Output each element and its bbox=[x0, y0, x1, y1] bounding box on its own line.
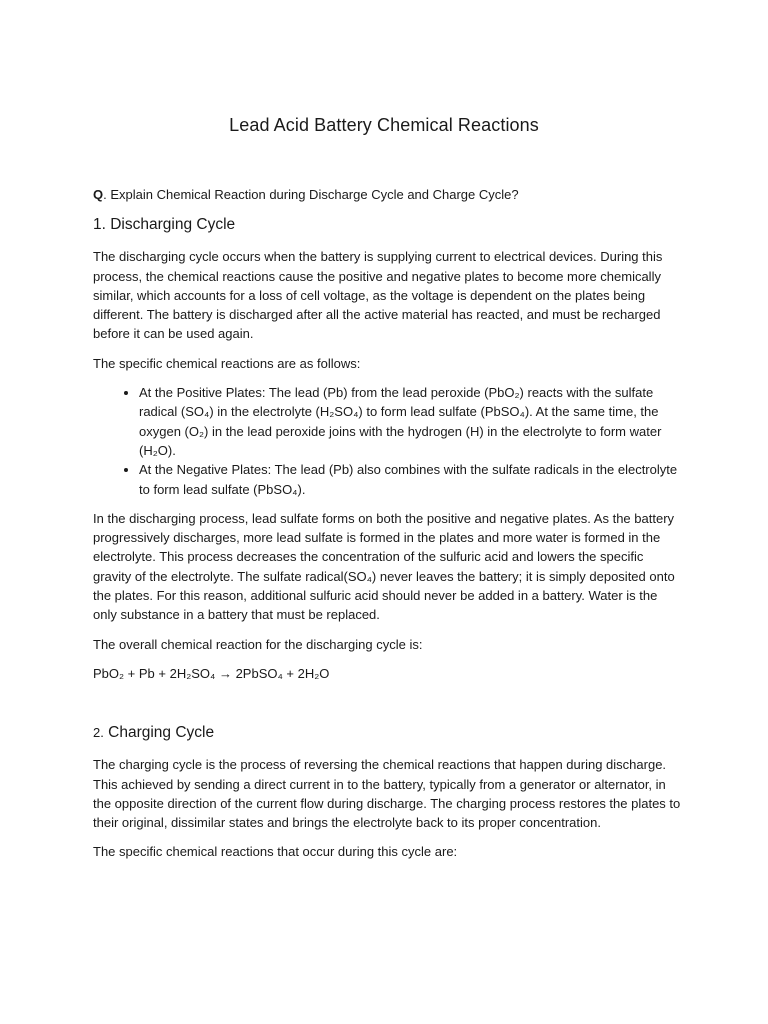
discharging-intro: The discharging cycle occurs when the battery is supplying current to electrical devices. During this process, the chemical reactions cause the positive and negative plates to become more chemically similar, which accounts for a loss of cell voltage, as the voltage is dependent on the plates being different. The battery is discharged after all the active material has reacted, and must be recharged before it can be used again. bbox=[93, 249, 663, 342]
document-body bbox=[93, 185, 683, 872]
question-prefix: Q bbox=[93, 187, 104, 202]
charging-intro: The charging cycle is the process of reversing the chemical reactions that happen during discharge. This achieved by sending a direct current in to the battery, typically from a generator or alternator, in the opposite direction of the current flow during discharge. The charging process restores the plates to their original, dissimilar states and brings the electrolyte back to its proper concentration. bbox=[93, 757, 681, 831]
discharging-process: In the discharging process, lead sulfate forms on both the positive and negative plates. As the battery progressively discharges, more lead sulfate is formed in the plates and more water is formed in the electrolyte. This process decreases the concentration of the sulfuric acid and lowers the specific gravity of the electrolyte. The sulfate radical(SO₄) never leaves the battery; it is simply deposited onto the plates. For this reason, additional sulfuric acid should never be added in a battery. Water is the only substance in a battery that must be replaced. bbox=[93, 510, 675, 623]
question-text: . Explain Chemical Reaction during Discharge Cycle and Charge Cycle? bbox=[103, 187, 519, 202]
discharging-heading: 1. Discharging Cycle bbox=[93, 216, 236, 234]
discharge-formula: PbO₂ + Pb + 2H₂SO₄ → 2PbSO₄ + 2H₂O bbox=[93, 665, 330, 681]
discharging-bullet-list bbox=[93, 383, 683, 499]
bullet-positive-plates: • At the Positive Plates: The lead (Pb) from the lead peroxide (PbO₂) reacts with the sulfate radical (SO₄) in the electrolyte (H₂SO₄) to form lead sulfate (PbSO₄). At the same time, the oxygen (O₂) in the lead peroxide joins with the hydrogen (H) in the electrolyte to form water (H₂O). bbox=[139, 383, 683, 460]
charging-heading bbox=[93, 723, 683, 743]
overall-reaction-intro: The overall chemical reaction for the discharging cycle is: bbox=[93, 636, 423, 652]
charging-heading-text: Charging Cycle bbox=[103, 724, 215, 742]
document-title: Lead Acid Battery Chemical Reactions bbox=[229, 115, 539, 135]
bullet-negative-plates: • At the Negative Plates: The lead (Pb) also combines with the sulfate radicals in the electrolyte to form lead sulfate (PbSO₄). bbox=[139, 460, 683, 499]
charging-heading-number: 2. bbox=[93, 725, 104, 741]
question-line bbox=[93, 185, 683, 204]
discharging-reactions-intro: The specific chemical reactions are as follows: bbox=[93, 355, 361, 371]
charging-reactions-intro: The specific chemical reactions that occur during this cycle are: bbox=[93, 844, 458, 860]
